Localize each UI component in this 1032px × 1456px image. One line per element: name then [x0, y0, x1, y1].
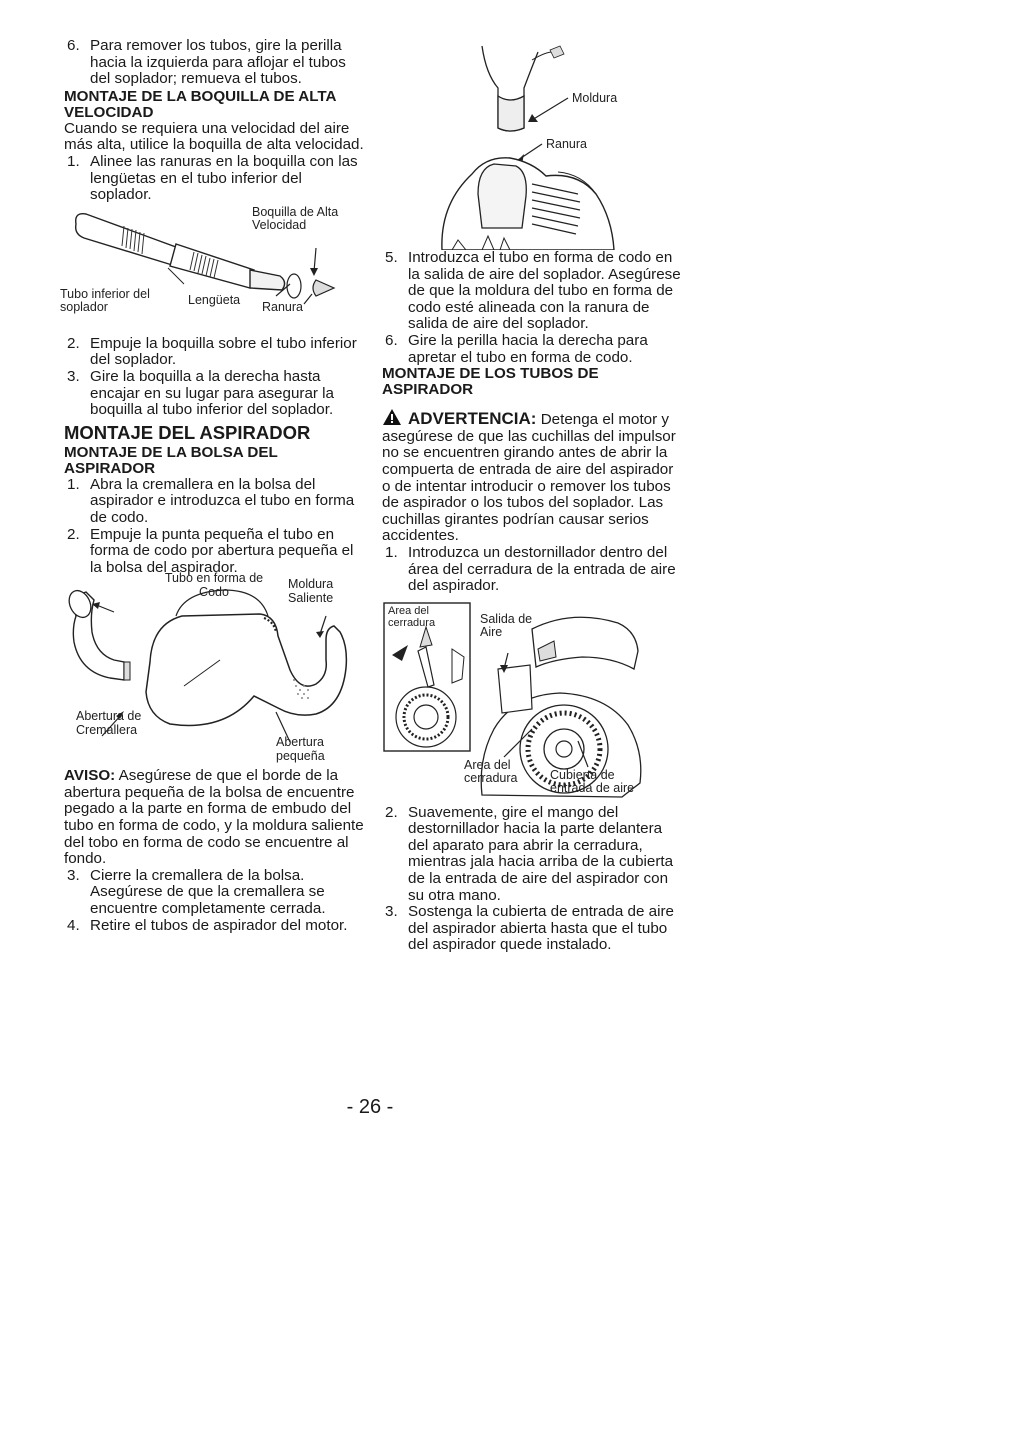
boquilla-step-1: 1. Alinee las ranuras en la boquilla con las lengüetas en el tubo inferior del soplador.	[67, 152, 358, 204]
bolsa-step-4: 4. Retire el tubos de aspirador del motor.	[67, 916, 348, 934]
heading-aspirador: MONTAJE DEL ASPIRADOR	[64, 421, 311, 443]
label-moldura: Moldura	[572, 91, 618, 105]
intro-boquilla: Cuando se requiera una velocidad del aire más alta, utilice la boquilla de alta velocidad.	[64, 119, 364, 154]
boquilla-step-2: 2. Empuje la boquilla sobre el tubo inferior del soplador.	[67, 334, 357, 369]
advertencia-warning: ADVERTENCIA: Detenga el motor y asegúrese de que las cuchillas del impulsor no se encuentren girando antes de abrir la compuerta de entrada de aire del aspirador o de intentar introducir o remover los tubos de aspirador o los tubos del soplador. Las cuchillas girantes podrían causar serios accidentes.	[382, 409, 676, 545]
figure-bolsa	[64, 571, 364, 768]
heading-tubos: MONTAJE DE LOS TUBOS DE ASPIRADOR	[382, 365, 599, 399]
label-lengueta: Lengüeta	[188, 292, 241, 307]
right-step-6: 6. Gire la perilla hacia la derecha para apretar el tubo en forma de codo.	[385, 331, 648, 366]
aviso-note: AVISO: Asegúrese de que el borde de la abertura pequeña de la bolsa de encuentre pegado a la parte en forma de embudo del tubo en forma de codo, y la moldura saliente del tobo en forma de codo se encuentre al fondo.	[64, 767, 364, 868]
figure-boquilla	[60, 204, 364, 316]
elbow-tube-illustration	[382, 44, 682, 250]
label-ranura-codo: Ranura	[546, 137, 587, 151]
bolsa-step-3: 3. Cierre la cremallera de la bolsa. Asegúrese de que la cremallera se encuentre completamente cerrada.	[67, 866, 326, 918]
tubos-step-3: 3. Sostenga la cubierta de entrada de aire del aspirador abierta hasta que el tubo del aspirador quede instalado.	[385, 903, 674, 954]
label-area-cerradura: Area del cerradura	[464, 757, 518, 786]
bolsa-step-1: 1. Abra la cremallera en la bolsa del aspirador e introduzca el tubo en forma de codo.	[67, 475, 355, 526]
left-column	[60, 37, 364, 934]
right-step-5: 5. Introduzca el tubo en forma de codo en la salida de aire del soplador. Asegúrese de que la moldura del tubo en forma de codo esté alineada con la ranura de salida de aire del soplador.	[385, 249, 681, 333]
label-inset-cerradura: Area del cerradura	[388, 604, 436, 629]
label-salida-aire: Salida de Aire	[480, 611, 533, 640]
right-column	[382, 44, 682, 954]
label-tubo-inferior: Tubo inferior del soplador	[60, 286, 150, 315]
label-cubierta: Cubierta de entrada de aire	[550, 767, 635, 796]
heading-boquilla: MONTAJE DE LA BOQUILLA DE ALTA VELOCIDAD	[64, 87, 336, 121]
page-number: - 26 -	[346, 1096, 394, 1118]
heading-bolsa: MONTAJE DE LA BOLSA DEL ASPIRADOR	[64, 443, 278, 477]
label-tubo-codo: Tubo en forma de Codo	[164, 571, 264, 599]
bolsa-step-2: 2. Empuje la punta pequeña el tubo en forma de codo por abertura pequeña el la bolsa del aspirador.	[67, 525, 354, 576]
label-abertura-pequena: Abertura pequeña	[276, 735, 325, 763]
label-moldura-saliente: Moldura Saliente	[288, 577, 334, 605]
figure-codo	[382, 44, 682, 250]
tubos-step-2: 2. Suavemente, gire el mango del destornillador hacia la parte delantera del aparato para abrir la cerradura, mientras jala hacia arriba de la cubierta de la entrada de aire del aspirador con su otra mano.	[385, 803, 674, 904]
tubos-step-1: 1. Introduzca un destornillador dentro del área del cerradura de la entrada de aire del aspirador.	[385, 543, 676, 595]
left-step-6: 6. Para remover los tubos, gire la perilla hacia la izquierda para aflojar el tubos del soplador; remueva el tubos.	[67, 37, 346, 88]
boquilla-step-3: 3. Gire la boquilla a la derecha hasta encajar en su lugar para asegurar la boquilla al tubo inferior del soplador.	[67, 367, 334, 419]
label-ranura: Ranura	[262, 299, 303, 314]
figure-cerradura	[382, 599, 682, 805]
label-boquilla: Boquilla de Alta Velocidad	[252, 204, 339, 233]
warning-triangle-icon	[382, 408, 402, 426]
label-abertura-cremallera: Abertura de Cremallera	[76, 709, 142, 737]
